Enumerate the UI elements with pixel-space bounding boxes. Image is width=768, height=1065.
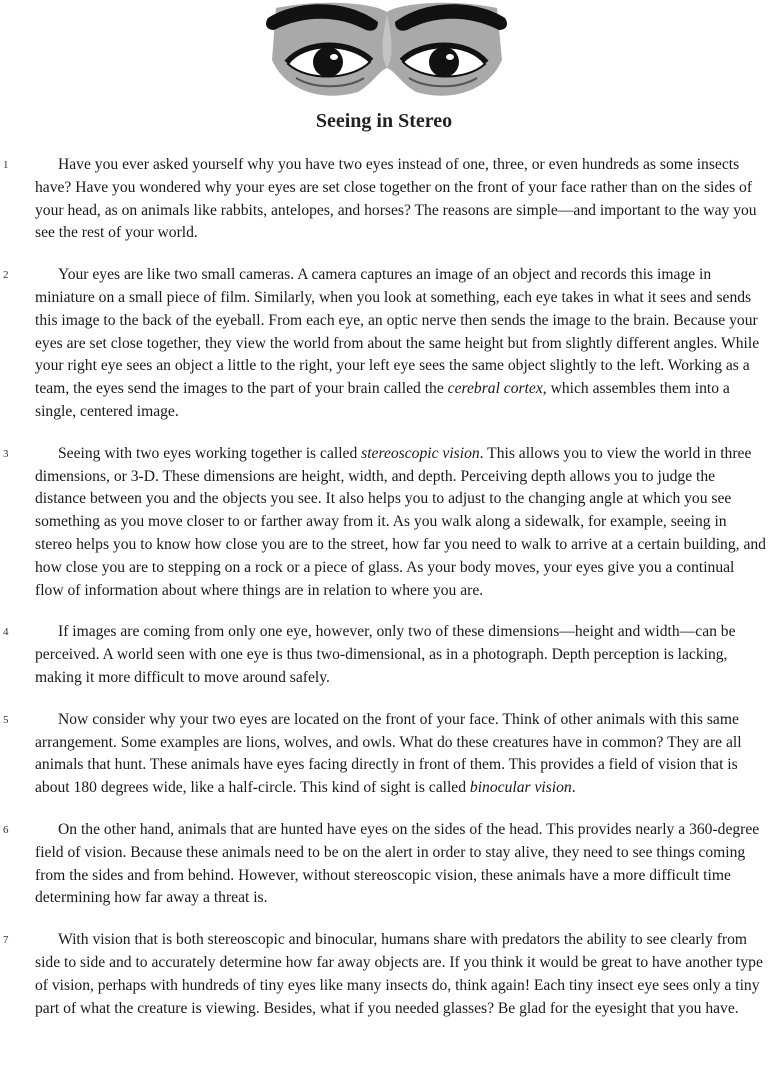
paragraph-number: 6: [3, 823, 9, 836]
article-body: [0, 154, 768, 1039]
paragraph: [0, 819, 768, 910]
paragraph-text: [35, 264, 766, 424]
paragraph: [0, 443, 768, 603]
paragraph: [0, 709, 768, 800]
text-segment: Your eyes are like two small cameras. A camera captures an image of an object and records this image in miniature on a small piece of film. Similarly, when you look at something, each eye takes in what it sees and sends this image to the back of the eyeball. From each eye, an optic nerve then sends the image to the brain. Because your eyes are set close together, they view the world from about the same height but from slightly different angles. While your right eye sees an object a little to the right, your left eye sees the same object slightly to the left. Working as a team, the eyes send the images to the part of your brain called the: [35, 266, 760, 398]
paragraph-text: [35, 709, 766, 800]
paragraph: [0, 264, 768, 424]
text-segment: .: [571, 779, 576, 797]
paragraph-number: 4: [3, 626, 9, 639]
text-segment: Now consider why your two eyes are located on the front of your face. Think of other animals with this same arrangement. Some examples are lions, wolves, and owls. What do these creatures have in common? They are all animals that hunt. These animals have eyes facing directly in front of them. This provides a field of vision that is about 180 degrees wide, like a half-circle. This kind of sight is called: [35, 710, 742, 797]
text-segment: , which assembles them into a single, centered image.: [35, 380, 730, 420]
text-segment: . This allows you to view the world in three dimensions, or 3-D. These dimensions are height, width, and depth. Perceiving depth allows you to judge the distance between you and the objects you see. It also helps you to adjust to the changing angle at which you see something as you move closer to or farther away from it. As you walk along a sidewalk, for example, seeing in stereo helps you to know how close you are to the street, how far you need to walk to arrive at a certain building, and how close you are to stepping on a rock or a piece of glass. As your body moves, your eyes give you a continual flow of information about where things are in relation to where you are.: [35, 444, 766, 599]
paragraph-text: [35, 154, 766, 245]
paragraph-number: 1: [3, 159, 9, 171]
eyes-illustration: [266, 0, 507, 102]
paragraph: [0, 621, 768, 689]
italic-term: binocular vision: [469, 779, 572, 797]
text-segment: On the other hand, animals that are hunted have eyes on the sides of the head. This provides nearly a 360-degree field of vision. Because these animals need to be on the alert in order to stay alive, they need to see things coming from the sides and from behind. However, without stereoscopic vision, these animals have a more difficult time determining how far away a threat is.: [35, 820, 760, 907]
text-segment: If images are coming from only one eye, however, only two of these dimensions—height and width—can be perceived. A world seen with one eye is thus two-dimensional, as in a photograph. Depth perception is lacking, making it more difficult to move around safely.: [35, 623, 736, 686]
italic-term: stereoscopic vision: [361, 444, 480, 462]
paragraph: [0, 154, 768, 245]
paragraph: [0, 929, 768, 1020]
paragraph-number: 7: [3, 934, 9, 947]
paragraph-number: 2: [3, 269, 9, 282]
text-segment: Have you ever asked yourself why you have two eyes instead of one, three, or even hundreds as some insects have? Have you wondered why your eyes are set close together on the front of your face rather than on the sides of your head, as on animals like rabbits, antelopes, and horses? The reasons are simple—and important to the way you see the rest of your world.: [35, 156, 757, 242]
paragraph-number: 3: [3, 447, 9, 460]
italic-term: cerebral cortex: [447, 380, 543, 398]
text-segment: Seeing with two eyes working together is called: [58, 444, 362, 462]
paragraph-text: [35, 621, 766, 689]
paragraph-number: 5: [3, 713, 9, 726]
paragraph-text: [35, 819, 766, 910]
text-segment: With vision that is both stereoscopic and binocular, humans share with predators the ability to see clearly from side to side and to accurately determine how far away objects are. If you think it would be great to have another type of vision, perhaps with hundreds of tiny eyes like many insects do, think again! Each tiny insect eye sees only a tiny part of what the creature is viewing. Besides, what if you needed glasses? Be glad for the eyesight that you have.: [35, 931, 763, 1017]
page-title: Seeing in Stereo: [315, 110, 453, 132]
paragraph-text: [35, 443, 766, 603]
paragraph-text: [35, 929, 766, 1020]
